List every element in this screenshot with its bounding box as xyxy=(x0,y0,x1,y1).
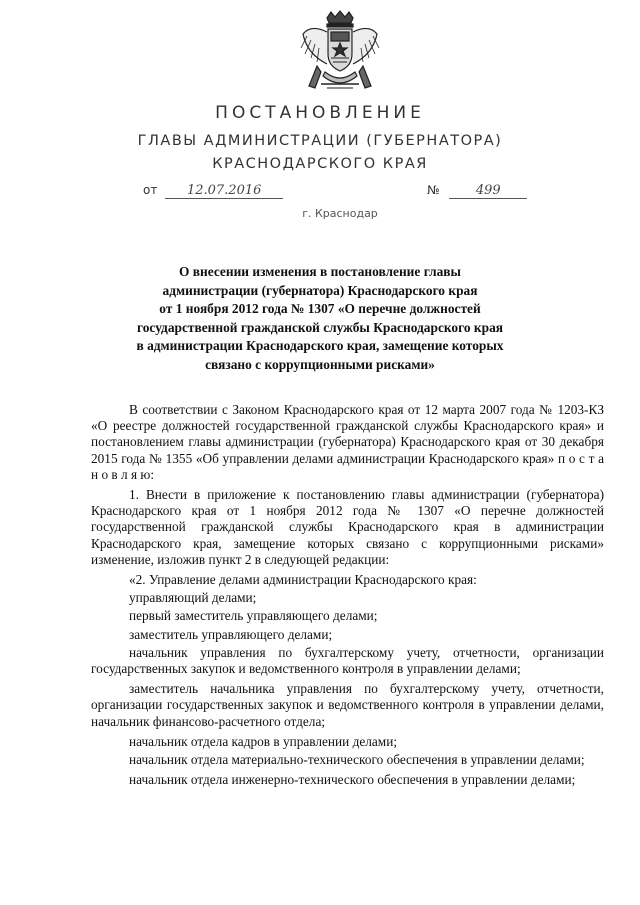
title-line: О внесении изменения в постановление главы xyxy=(179,264,461,279)
body-paragraph: заместитель управляющего делами; xyxy=(129,626,333,642)
body-paragraph: «2. Управление делами администрации Краснодарского края: xyxy=(129,572,477,588)
body-paragraph: начальник отдела материально-технического обеспечения в управлении делами; xyxy=(129,752,585,768)
date-prefix: от xyxy=(143,183,158,197)
title-line: государственной гражданской службы Краснодарского края xyxy=(136,319,504,335)
krasnodar-coat-of-arms-icon xyxy=(297,10,383,96)
title-line: от 1 ноября 2012 года № 1307 «О перечне должностей xyxy=(159,301,481,317)
region-heading: КРАСНОДАРСКОГО КРАЯ xyxy=(212,156,428,172)
title-line: в администрации Краснодарского края, замещение которых xyxy=(136,338,504,354)
number-field xyxy=(427,183,527,199)
body-paragraph: начальник управления по бухгалтерскому учету, отчетности, организации государственных закупок и ведомственного контроля в управлении делами; xyxy=(91,644,604,677)
document-type-heading: ПОСТАНОВЛЕНИЕ xyxy=(215,103,425,123)
document-body xyxy=(91,402,604,792)
issuer-heading: ГЛАВЫ АДМИНИСТРАЦИИ (ГУБЕРНАТОРА) xyxy=(137,133,503,149)
title-line: администрации (губернатора) Краснодарского края xyxy=(162,282,478,298)
body-paragraph: заместитель начальника управления по бухгалтерскому учету, отчетности, организации государственных закупок и ведомственного контроля в управлении делами, начальник финансово-расчетного отдела; xyxy=(91,681,604,729)
date-value: 12.07.2016 xyxy=(165,184,283,199)
body-paragraph: В соответствии с Законом Краснодарского края от 12 марта 2007 года № 1203-КЗ «О реестре должностей государственной гражданской службы Краснодарского края» и постановлением главы администрации (губернатора) Краснодарского края от 30 декабря 2015 года № 1355 «Об управлении делами администрации Краснодарского края» п о с т а н о в л я ю: xyxy=(91,402,604,482)
body-paragraph: начальник отдела инженерно-технического обеспечения в управлении делами; xyxy=(129,772,576,788)
title-line: связано с коррупционными рисками» xyxy=(205,356,435,372)
city-label: г. Краснодар xyxy=(302,207,378,220)
body-paragraph: начальник отдела кадров в управлении делами; xyxy=(129,733,398,749)
body-paragraph: первый заместитель управляющего делами; xyxy=(129,608,378,624)
date-field xyxy=(143,183,283,199)
document-title xyxy=(80,263,560,375)
body-paragraph: 1. Внести в приложение к постановлению главы администрации (губернатора) Краснодарского края от 1 ноября 2012 года № 1307 «О перечне должностей государственной гражданской службы Краснодарского края в администрации Краснодарского края, замещение которых связано с коррупционными рисками» изменение, изложив пункт 2 в следующей редакции: xyxy=(91,487,604,567)
body-paragraph: управляющий делами; xyxy=(129,590,257,606)
number-prefix: № xyxy=(427,183,440,197)
number-value: 499 xyxy=(449,184,527,199)
